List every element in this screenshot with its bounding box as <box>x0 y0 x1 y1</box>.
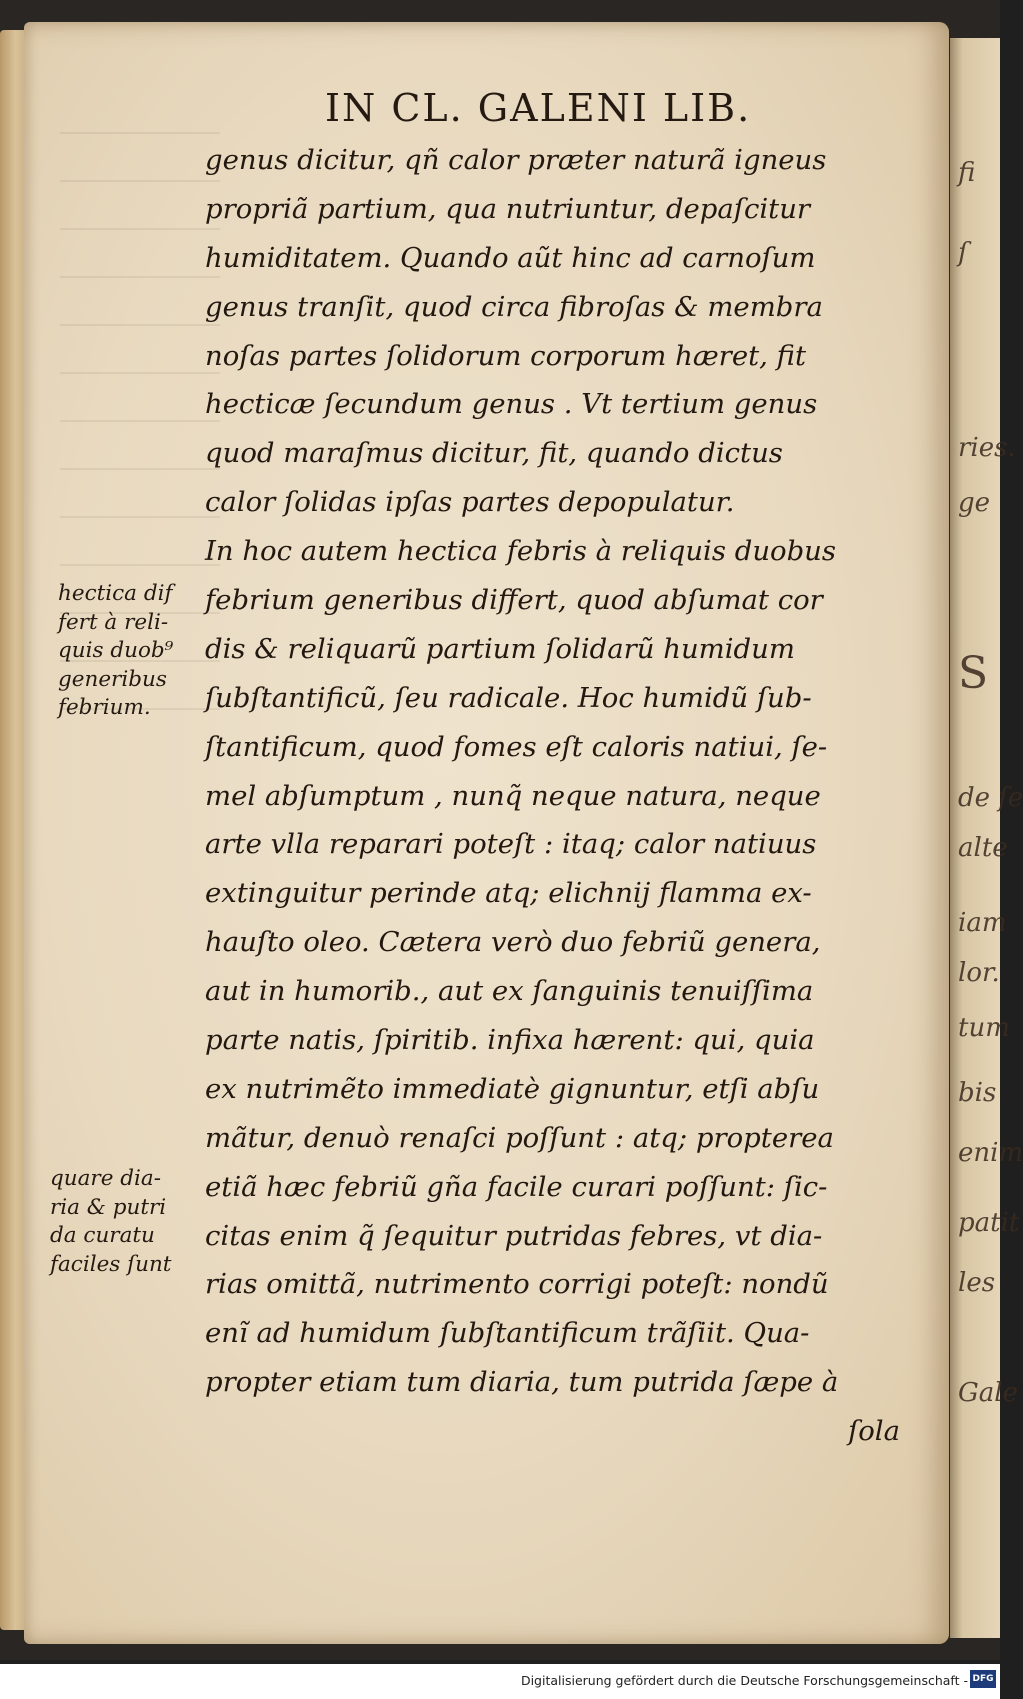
running-header: IN CL. GALENI LIB. <box>325 86 752 130</box>
dfg-logo-icon: DFG <box>970 1670 996 1688</box>
facing-page-fragment: ge <box>958 488 991 518</box>
text-line: hauſto oleo. Cætera verò duo febriũ genera, <box>205 926 821 959</box>
text-line: genus dicitur, qñ calor præter naturã igneus <box>205 144 827 176</box>
facing-page-edge <box>950 38 1023 1638</box>
text-line: citas enim q̃ ſequitur putridas febres, vt dia- <box>205 1219 823 1252</box>
text-line: aut in humorib., aut ex ſanguinis tenuiſſima <box>205 975 814 1008</box>
text-line: hecticæ ſecundum genus . Vt tertium genus <box>205 388 818 421</box>
text-line: parte natis, ſpiritib. infixa hærent: qui, quia <box>205 1024 815 1057</box>
text-line: propter etiam tum diaria, tum putrida ſæpe à <box>205 1366 839 1399</box>
facing-page-fragment: iam <box>958 908 1007 938</box>
text-line: mãtur, denuò renaſci poſſunt : atq; propterea <box>205 1121 834 1154</box>
facing-page-fragment: enim <box>958 1138 1023 1168</box>
facing-page-fragment: bis <box>958 1078 997 1108</box>
text-line: ſubſtantificũ, ſeu radicale. Hoc humidũ ſub- <box>205 681 812 714</box>
facing-page-fragment: patit <box>958 1208 1020 1238</box>
text-line: arte vlla reparari poteſt : itaq; calor natiuus <box>205 828 817 861</box>
margin-note-line: febrium. <box>58 695 151 720</box>
facing-page-fragment: lor. <box>958 958 1000 988</box>
text-line: noſas partes ſolidorum corporum hæret, fit <box>205 339 807 372</box>
text-line: genus tranſit, quod circa fibroſas & membra <box>205 290 823 323</box>
margin-note-line: faciles ſunt <box>50 1251 172 1277</box>
text-line: In hoc autem hectica febris à reliquis duobus <box>205 535 837 568</box>
text-line: rias omittã, nutrimento corrigi poteſt: nondũ <box>205 1268 829 1301</box>
margin-note-line: da curatu <box>50 1223 155 1248</box>
text-line: enĩ ad humidum ſubſtantificum trãſiit. Qua- <box>205 1317 810 1350</box>
footer-credit: Digitalisierung gefördert durch die Deutsche Forschungsgemeinschaft - <box>520 1673 968 1688</box>
facing-page-fragment: S <box>958 648 989 699</box>
margin-note-line: hectica dif <box>58 581 173 606</box>
facing-page-fragment: tum <box>958 1013 1010 1043</box>
margin-note-line: quare dia- <box>50 1166 161 1191</box>
digitization-footer <box>0 1664 1000 1699</box>
facing-page-fragment: ſ <box>958 238 968 268</box>
text-line: quod maraſmus dicitur, fit, quando dictus <box>205 437 783 470</box>
text-line: febrium generibus differt, quod abſumat cor <box>205 584 823 617</box>
margin-note-quare <box>50 1165 200 1279</box>
facing-page-fragment: de ſe <box>958 783 1023 813</box>
margin-note-line: fert à reli- <box>58 609 169 635</box>
text-line: calor ſolidas ipſas partes depopulatur. <box>205 486 735 519</box>
margin-note-hectica <box>58 580 208 723</box>
margin-note-line: ria & putri <box>50 1194 167 1220</box>
facing-page-fragment: fi <box>958 158 976 188</box>
text-line: dis & reliquarũ partium ſolidarũ humidum <box>205 632 795 665</box>
text-line: extinguitur perinde atq; elichnij flamma ex- <box>205 877 812 910</box>
text-line: ex nutrimẽto immediatè gignuntur, etſi abſu <box>205 1072 820 1105</box>
main-text-block <box>205 136 920 1456</box>
facing-page-fragment: alte <box>958 833 1008 863</box>
text-line: mel abſumptum , nunq̃ neque natura, neque <box>205 779 821 812</box>
text-line: propriã partium, qua nutriuntur, depaſcitur <box>205 192 811 225</box>
text-line: ſtantificum, quod fomes eſt caloris natiui, ſe- <box>205 730 828 763</box>
margin-note-line: quis duob⁹ <box>58 638 174 663</box>
margin-note-line: generibus <box>58 666 167 692</box>
catchword: ſola <box>848 1415 900 1448</box>
text-line: etiã hæc febriũ gña facile curari poſſunt: ſic- <box>205 1170 828 1203</box>
text-line: humiditatem. Quando aũt hinc ad carnoſum <box>205 241 816 274</box>
facing-page-fragment: ries. <box>958 433 1016 463</box>
facing-page-fragment: les <box>958 1268 996 1298</box>
facing-page-fragment: Gale <box>958 1378 1018 1408</box>
